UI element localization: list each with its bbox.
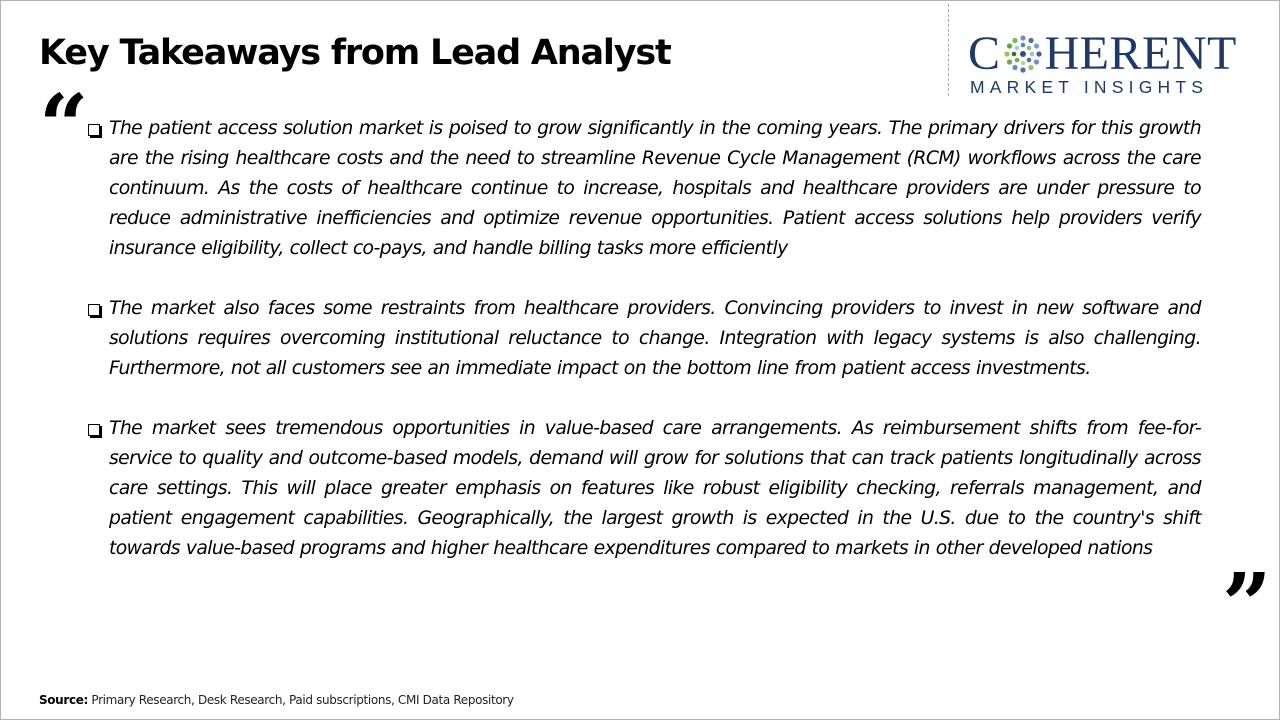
takeaway-text: The patient access solution market is poised to grow significantly in the coming years. The primary drivers for this growth are the rising healthcare costs and the need to streamline Revenue Cycle Management (RCM) workflows across the care continuum. As the costs of healthcare continue to increase, hospitals and healthcare providers are under pressure to reduce administrative inefficiencies and optimize revenue opportunities. Patient access solutions help providers verify insurance eligibility, collect co-pays, and handle billing tasks more efficiently bbox=[109, 118, 1201, 259]
logo-text-right: HERENT bbox=[1044, 27, 1237, 80]
list-item bbox=[87, 294, 1201, 384]
close-quote-icon: ” bbox=[1222, 555, 1272, 656]
open-quote-icon: “ bbox=[39, 76, 89, 177]
page-title: Key Takeaways from Lead Analyst bbox=[39, 33, 671, 73]
source-label: Source: bbox=[39, 693, 88, 707]
header-divider bbox=[948, 4, 949, 96]
checkbox-bullet-icon bbox=[88, 124, 100, 136]
source-text: Primary Research, Desk Research, Paid subscriptions, CMI Data Repository bbox=[91, 693, 514, 707]
source-footnote bbox=[39, 693, 514, 707]
checkbox-bullet-icon bbox=[88, 304, 100, 316]
dotted-globe-icon bbox=[1002, 33, 1044, 75]
list-item bbox=[87, 414, 1201, 564]
company-logo bbox=[968, 27, 1263, 100]
takeaway-text: The market sees tremendous opportunities in value-based care arrangements. As reimbursement shifts from fee-for-service to quality and outcome-based models, demand will grow for solutions that can track patients longitudinally across care settings. This will place greater emphasis on features like robust eligibility checking, referrals management, and patient engagement capabilities. Geographically, the largest growth is expected in the U.S. due to the country's shift towards value-based programs and higher healthcare expenditures compared to markets in other developed nations bbox=[109, 418, 1201, 559]
checkbox-bullet-icon bbox=[88, 424, 100, 436]
list-item bbox=[87, 114, 1201, 264]
logo-text-left: C bbox=[968, 27, 1001, 80]
logo-subtitle: MARKET INSIGHTS bbox=[970, 77, 1209, 97]
takeaways-list bbox=[87, 114, 1201, 594]
logo-wordmark bbox=[968, 27, 1237, 80]
takeaway-text: The market also faces some restraints from healthcare providers. Convincing providers to invest in new software and solutions requires overcoming institutional reluctance to change. Integration with legacy systems is also challenging. Furthermore, not all customers see an immediate impact on the bottom line from patient access investments. bbox=[109, 298, 1201, 379]
